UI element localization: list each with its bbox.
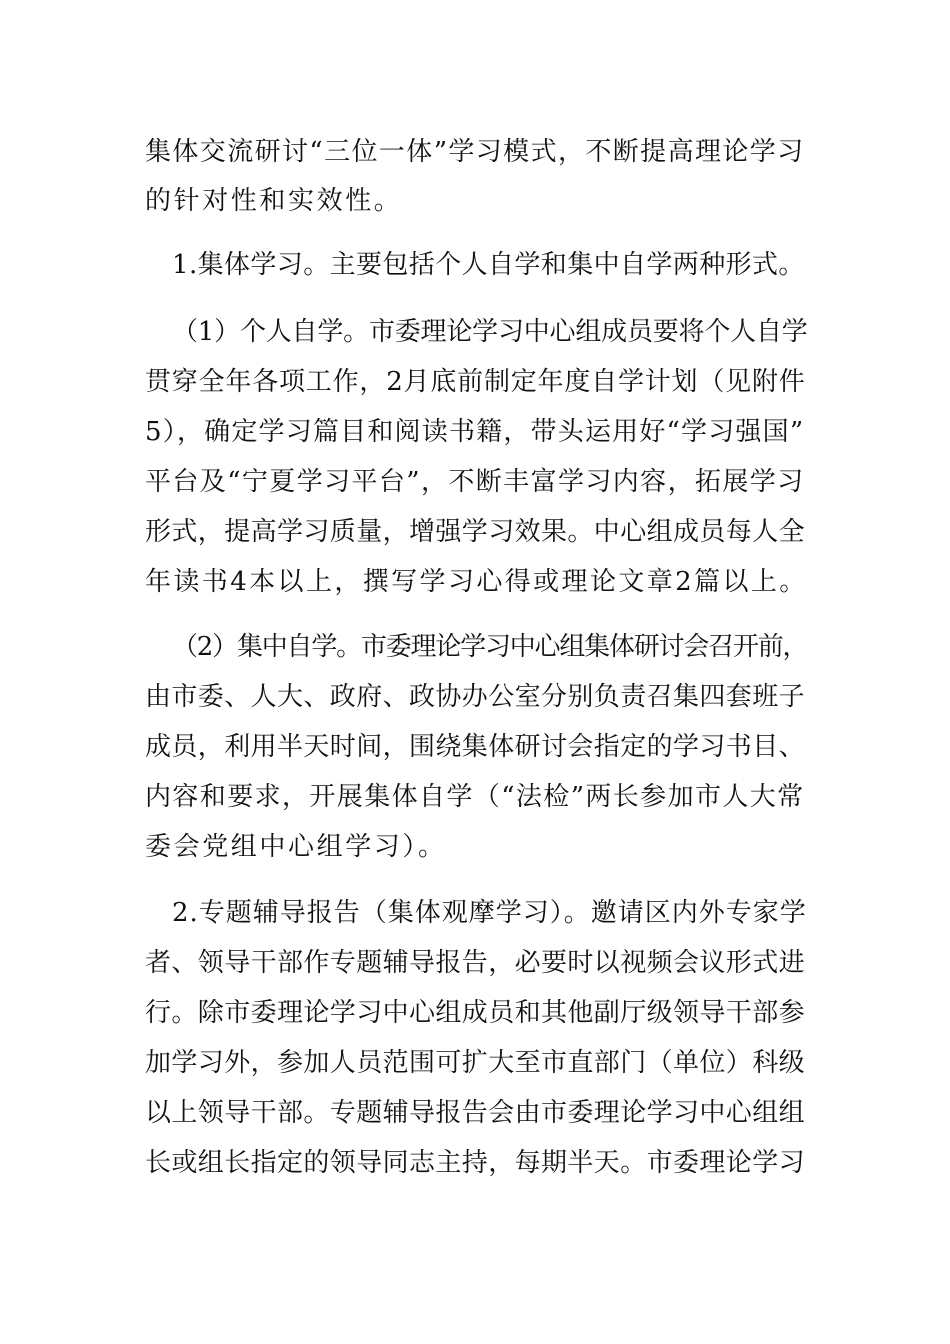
text-line: 加学习外，参加人员范围可扩大至市直部门（单位）科级	[145, 1048, 806, 1078]
text-line: 1.集体学习。主要包括个人自学和集中自学两种形式。	[172, 250, 805, 280]
text-line: （2）集中自学。市委理论学习中心组集体研讨会召开前，	[172, 632, 808, 662]
text-line: 年读书4本以上，撰写学习心得或理论文章2篇以上。	[145, 567, 808, 597]
text-line: 以上领导干部。专题辅导报告会由市委理论学习中心组组	[145, 1098, 806, 1128]
text-line: （1）个人自学。市委理论学习中心组成员要将个人自学	[172, 317, 808, 347]
text-line: 长或组长指定的领导同志主持，每期半天。市委理论学习	[145, 1148, 806, 1178]
text-line: 内容和要求，开展集体自学（“法检”两长参加市人大常	[145, 782, 805, 812]
text-line: 形式，提高学习质量，增强学习效果。中心组成员每人全	[145, 517, 806, 547]
text-line: 贯穿全年各项工作，2月底前制定年度自学计划（见附件	[145, 367, 806, 397]
text-line: 行。除市委理论学习中心组成员和其他副厅级领导干部参	[145, 998, 806, 1028]
text-line: 的针对性和实效性。	[145, 186, 403, 216]
text-line: 5），确定学习篇目和阅读书籍，带头运用好“学习强国”	[145, 417, 805, 447]
text-line: 成员，利用半天时间，围绕集体研讨会指定的学习书目、	[145, 732, 806, 762]
text-line: 2.专题辅导报告（集体观摩学习）。邀请区内外专家学	[172, 898, 807, 928]
text-line: 者、领导干部作专题辅导报告，必要时以视频会议形式进	[145, 948, 806, 978]
text-line: 集体交流研讨“三位一体”学习模式，不断提高理论学习	[145, 137, 805, 167]
text-line: 平台及“宁夏学习平台”，不断丰富学习内容，拓展学习	[145, 467, 805, 497]
text-line: 委会党组中心组学习）。	[145, 832, 447, 862]
text-line: 由市委、人大、政府、政协办公室分别负责召集四套班子	[145, 682, 806, 712]
